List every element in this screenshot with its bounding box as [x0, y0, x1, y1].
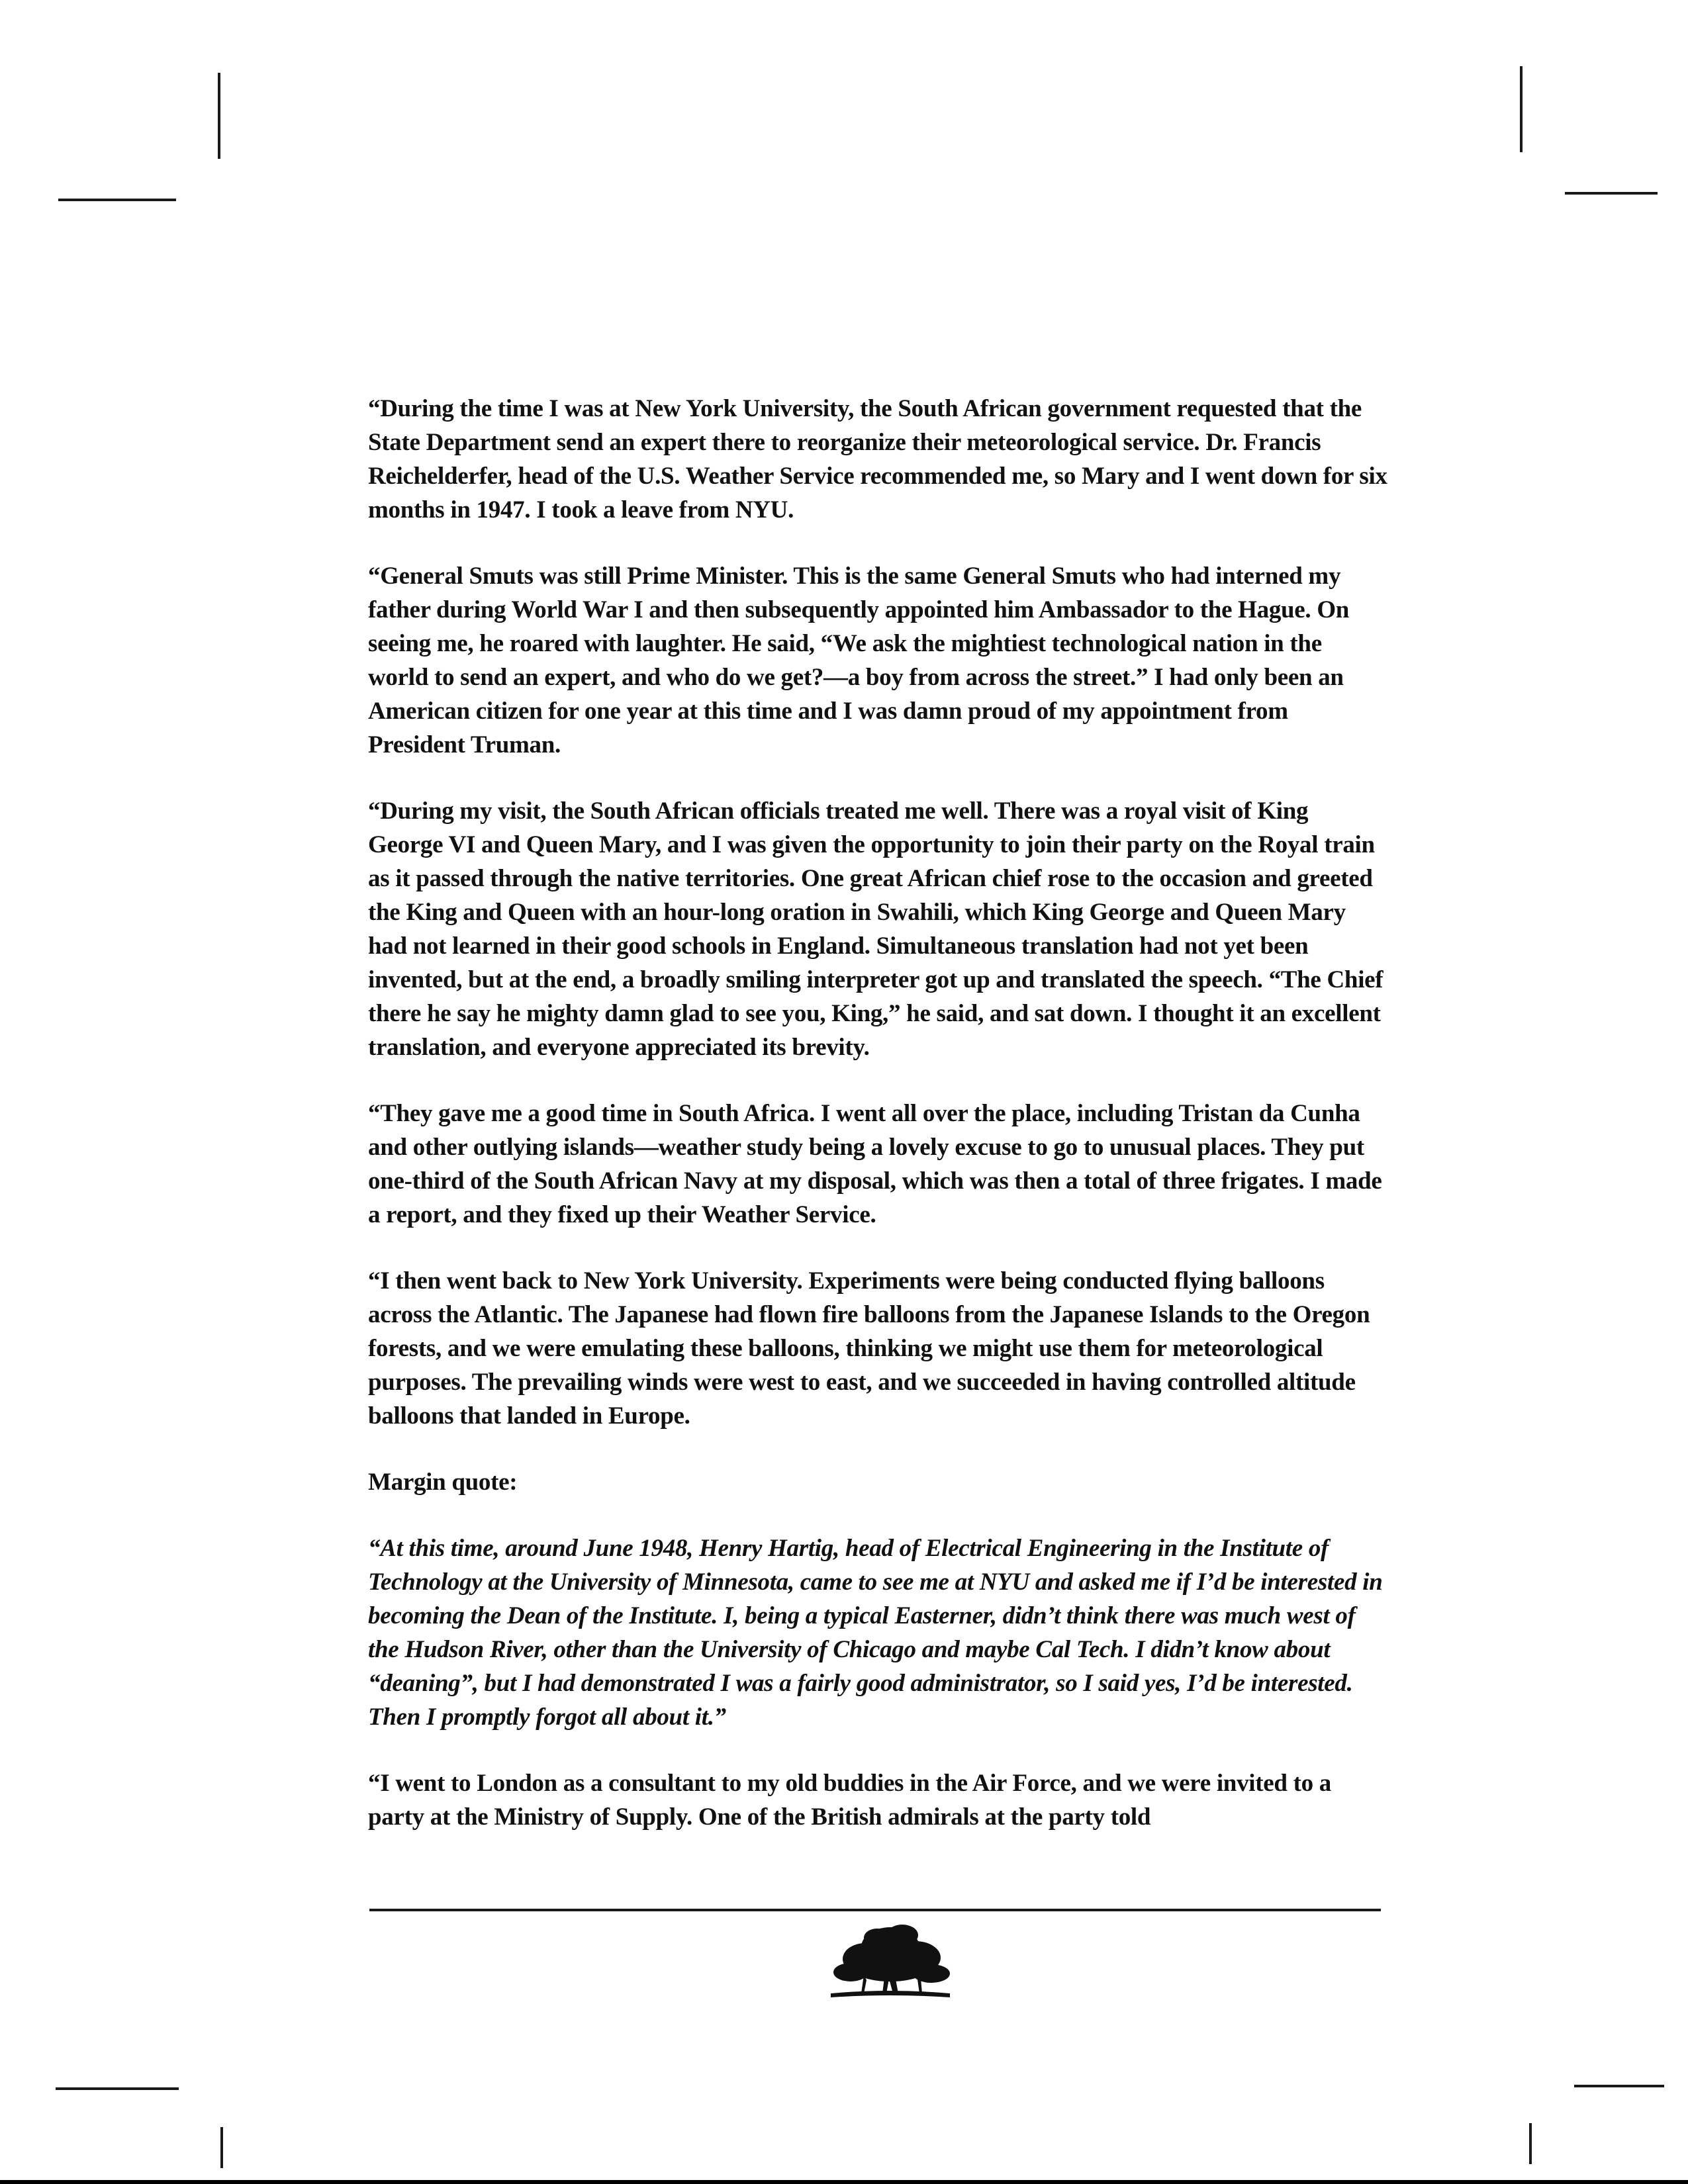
- crop-mark-top-left-vertical: [218, 73, 220, 159]
- crop-mark-bottom-left-vertical: [220, 2127, 223, 2168]
- crop-mark-top-right-horizontal: [1565, 192, 1658, 195]
- margin-quote: “At this time, around June 1948, Henry Hartig, head of Electrical Engineering in the Institute of Technology at the University of Minnesota, came to see me at NYU and asked me if I’d be interested in becoming the Dean of the Institute. I, being a typical Easterner, didn’t think there was much west of the Hudson River, other than the University of Chicago and maybe Cal Tech. I didn’t know about “deaning”, but I had demonstrated I was a fairly good administrator, so I said yes, I’d be interested. Then I promptly forgot all about it.”: [368, 1535, 1383, 1731]
- footer-rule: [369, 1909, 1381, 1911]
- paragraph-royal-visit: “During my visit, the South African officials treated me well. There was a royal visit of King George VI and Queen Mary, and I was given the opportunity to join their party on the Royal train as it passed through the native territories. One great African chief rose to the occasion and greeted the King and Queen with an hour-long oration in Swahili, which King George and Queen Mary had not learned in their good schools in England. Simultaneous translation had not yet been invented, but at the end, a broadly smiling interpreter got up and translated the speech. “The Chief there he say he mighty damn glad to see you, King,” he said, and sat down. I thought it an excellent translation, and everyone appreciated its brevity.: [368, 797, 1383, 1061]
- crop-mark-bottom-right-horizontal: [1574, 2085, 1664, 2087]
- paragraph-south-africa-travels: “They gave me a good time in South Africa. I went all over the place, including Tristan da Cunha and other outlying islands—weather study being a lovely excuse to go to unusual places. They put one-third of the South African Navy at my disposal, which was then a total of three frigates. I made a report, and they fixed up their Weather Service.: [368, 1100, 1382, 1228]
- document-body: [368, 392, 1387, 1866]
- crop-mark-bottom-left-horizontal: [56, 2087, 179, 2090]
- crop-mark-top-right-vertical: [1520, 66, 1523, 152]
- tree-icon: [824, 1919, 957, 2009]
- crop-mark-top-left-horizontal: [58, 199, 176, 201]
- margin-quote-label: Margin quote:: [368, 1469, 518, 1496]
- paragraph-london-consultant: “I went to London as a consultant to my old buddies in the Air Force, and we were invited to a party at the Ministry of Supply. One of the British admirals at the party told: [368, 1770, 1331, 1831]
- crop-mark-bottom-right-vertical: [1529, 2123, 1532, 2164]
- paragraph-balloons: “I then went back to New York University. Experiments were being conducted flying balloons across the Atlantic. The Japanese had flown fire balloons from the Japanese Islands to the Oregon forests, and we were emulating these balloons, thinking we might use them for meteorological purposes. The prevailing winds were west to east, and we succeeded in having controlled altitude balloons that landed in Europe.: [368, 1267, 1370, 1430]
- paragraph-general-smuts: “General Smuts was still Prime Minister. This is the same General Smuts who had interned my father during World War I and then subsequently appointed him Ambassador to the Hague. On seeing me, he roared with laughter. He said, “We ask the mightiest technological nation in the world to send an expert, and who do we get?—a boy from across the street.” I had only been an American citizen for one year at this time and I was damn proud of my appointment from President Truman.: [368, 563, 1350, 758]
- paragraph-south-africa-request: “During the time I was at New York University, the South African government requested that the State Department send an expert there to reorganize their meteorological service. Dr. Francis Reichelderfer, head of the U.S. Weather Service recommended me, so Mary and I went down for six months in 1947. I took a leave from NYU.: [368, 395, 1387, 523]
- scan-bottom-edge: [0, 2180, 1688, 2184]
